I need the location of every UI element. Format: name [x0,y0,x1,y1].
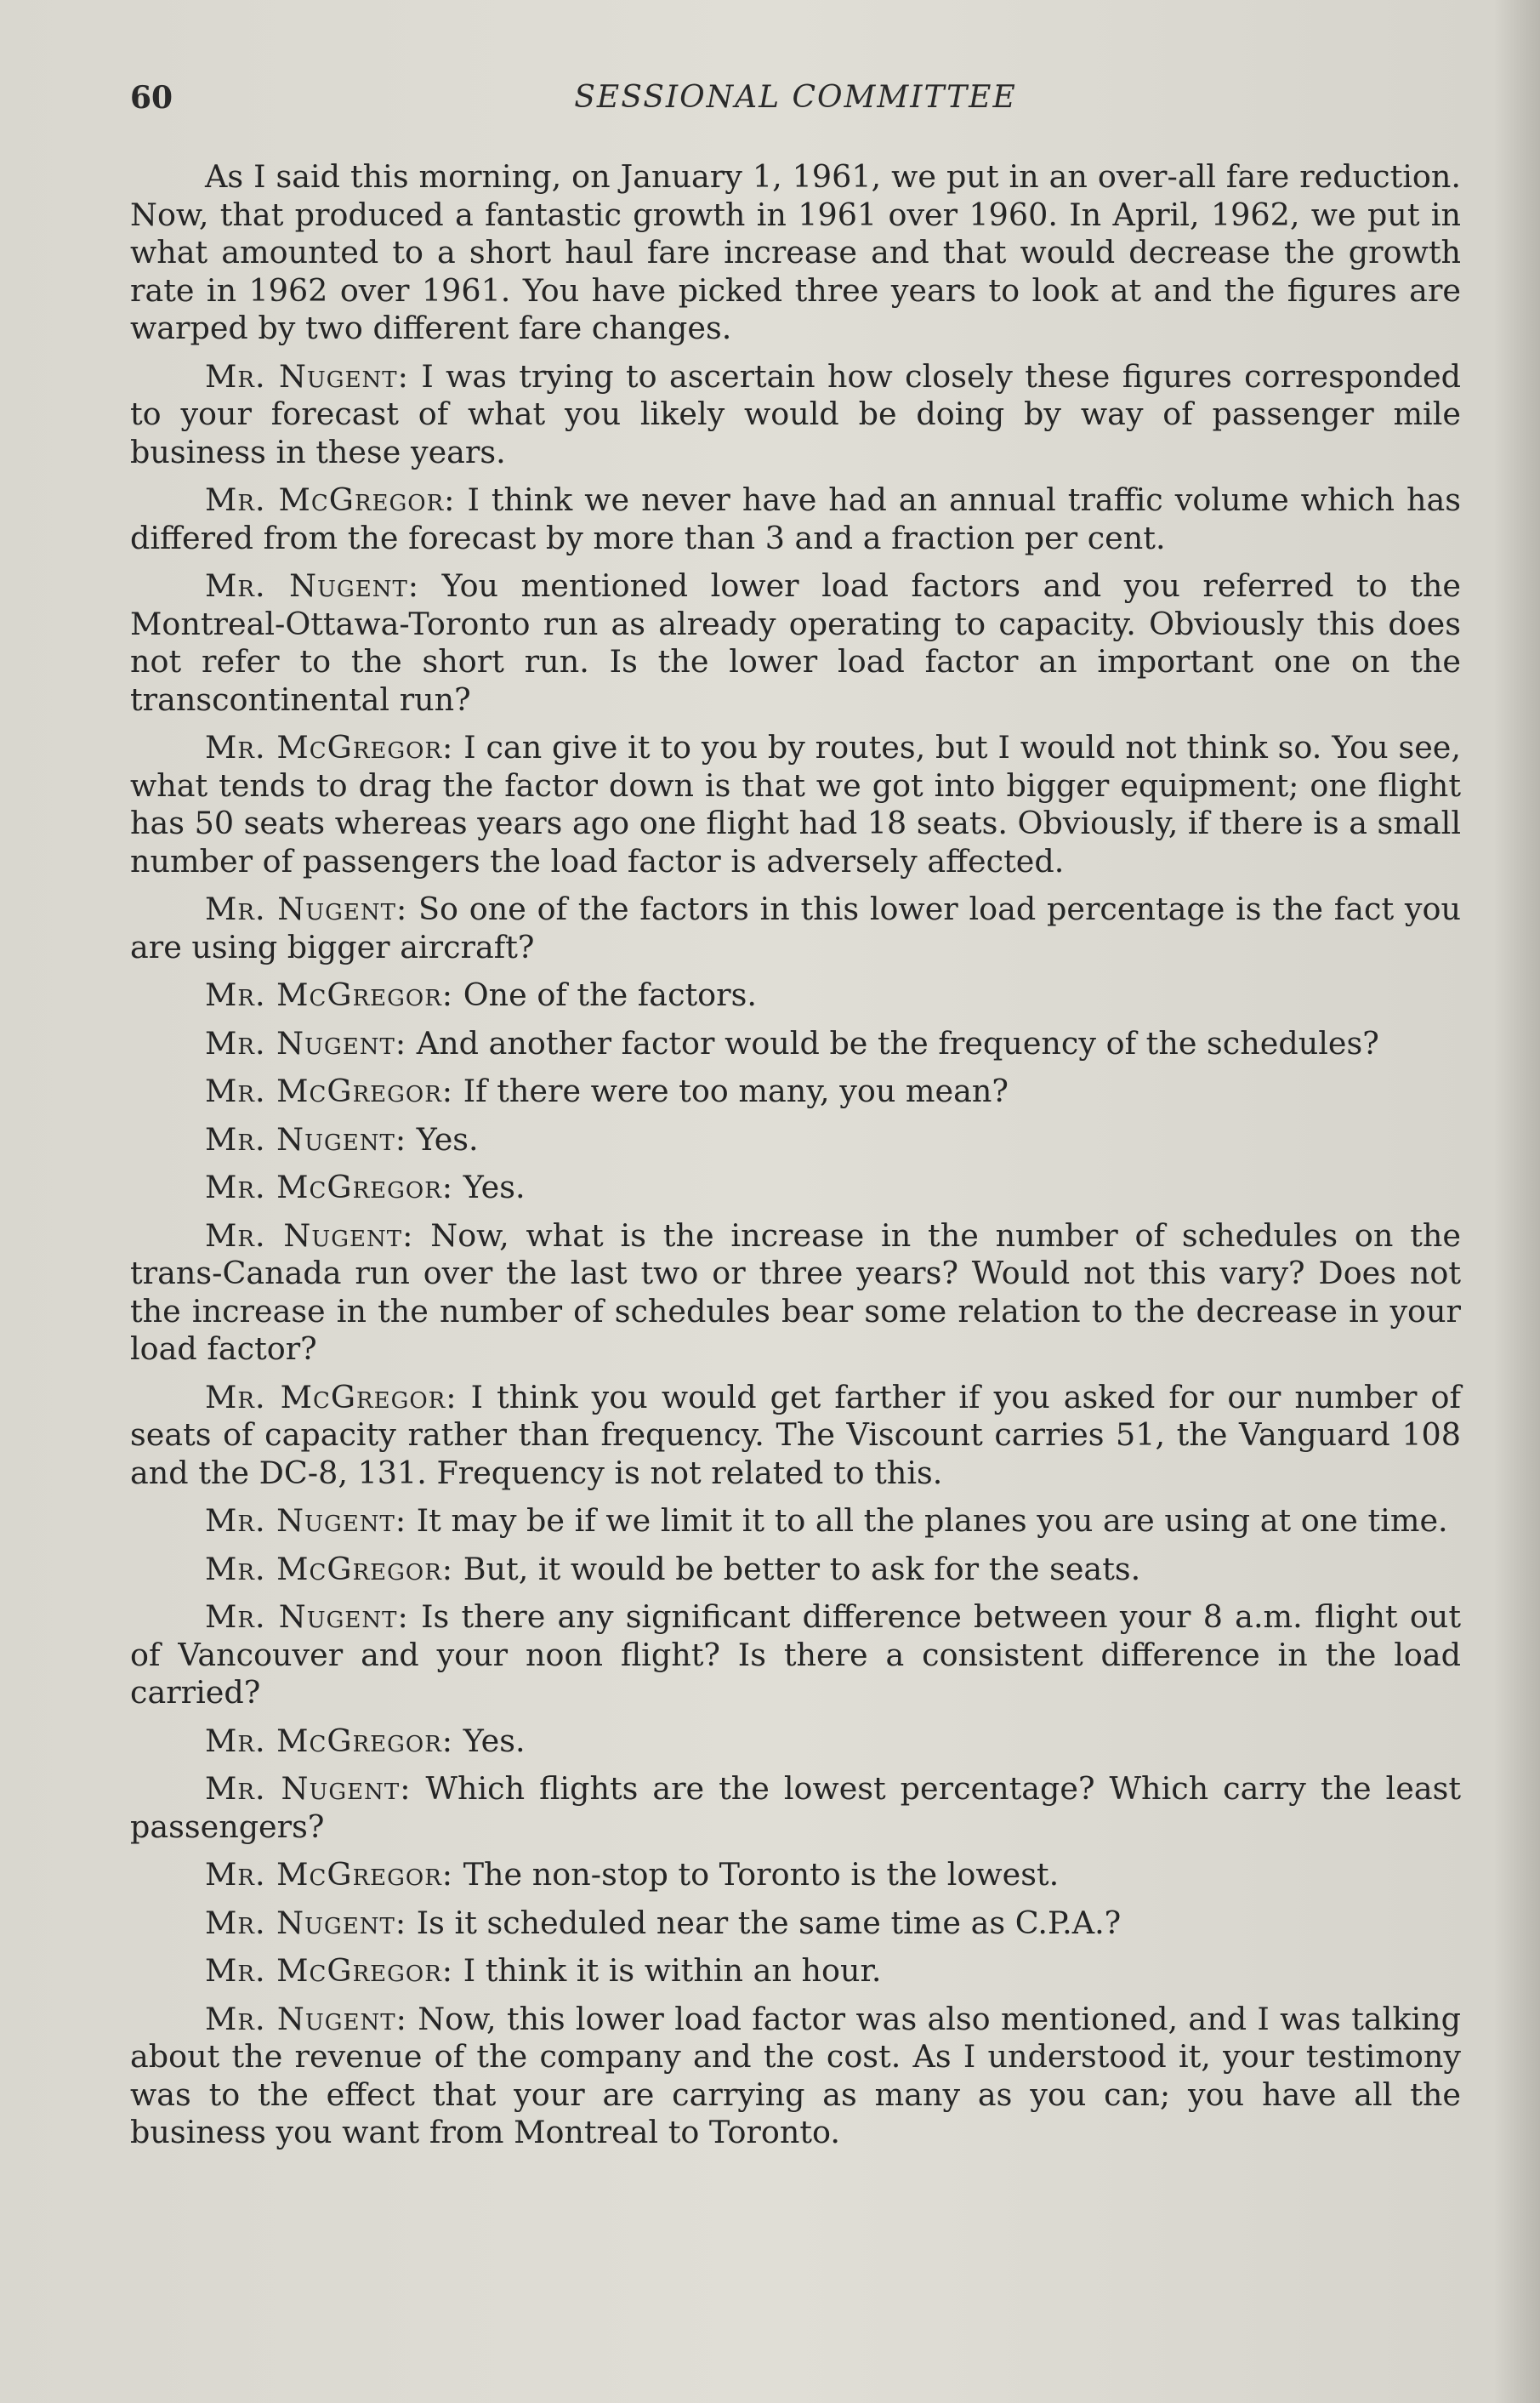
paragraph [130,1217,1461,1369]
paragraph-text: I think you would get farther if you asked for our number of seats of capacity rather than frequency. The Viscount carries 51, the Vanguard 108 and the DC-8, 131. Frequency is not related to this. [130,1378,1462,1491]
paragraph-text: As I said this morning, on January 1, 1961, we put in an over-all fare reduction. Now, that produced a fantastic growth in 1961 over 1960. In April, 1962, we put in what amounted to a short haul fare increase and that would decrease the growth rate in 1962 over 1961. You have picked three years to look at and the figures are warped by two different fare changes. [130,158,1461,346]
speaker-name: Mr. McGregor: [205,1550,454,1587]
paragraph-text: Which flights are the lowest percentage? Which carry the least passengers? [130,1770,1461,1845]
speaker-name: Mr. McGregor: [205,481,456,518]
page-number: 60 [130,80,173,116]
speaker-name: Mr. Nugent: [205,1904,407,1941]
paragraph [130,481,1461,557]
paragraph [130,1952,1461,1990]
paragraph-text: So one of the factors in this lower load percentage is the fact you are using bigger aircraft? [130,891,1461,965]
paragraph-text: I was trying to ascertain how closely these figures corresponded to your forecast of what you likely would be doing by way of passenger mile business in these years. [130,357,1461,470]
speaker-name: Mr. McGregor: [205,1722,454,1759]
paragraph [130,1905,1461,1943]
paragraph-text: Is it scheduled near the same time as C.P.A.? [416,1904,1122,1941]
paragraph [130,977,1461,1015]
speaker-name: Mr. McGregor: [205,1856,454,1893]
paragraph [130,1121,1461,1159]
paragraph [130,1723,1461,1761]
paragraph [130,158,1461,348]
paragraph-text: Yes. [463,1169,526,1205]
paragraph-text: You mentioned lower load factors and you referred to the Montreal-Ottawa-Toronto run as already operating to capacity. Obviously this does not refer to the short run. Is the lower load factor an important one on the transcontinental run? [130,567,1461,718]
paragraph-text: Yes. [463,1722,526,1759]
paragraph-text: But, it would be better to ask for the seats. [463,1550,1141,1587]
paragraph [130,567,1461,719]
paragraph-text: If there were too many, you mean? [463,1073,1009,1109]
speaker-name: Mr. Nugent: [205,1024,407,1062]
paragraph-text: It may be if we limit it to all the planes you are using at one time. [416,1502,1448,1539]
paragraph-text: Now, this lower load factor was also mentioned, and I was talking about the revenue of the company and the cost. As I understood it, your testimony was to the effect that your are carrying as many as you can; you have all the business you want from Montreal to Toronto. [130,2000,1461,2150]
page-header [130,80,1461,131]
paragraph-text: Yes. [416,1120,479,1158]
paragraph [130,1551,1461,1589]
paragraph-text: One of the factors. [463,977,757,1013]
paragraph [130,1025,1461,1063]
paragraph-text: And another factor would be the frequency of the schedules? [416,1024,1379,1062]
speaker-name: Mr. Nugent: [205,1120,407,1158]
paragraph-text: The non-stop to Toronto is the lowest. [463,1856,1060,1893]
paragraph [130,729,1461,880]
speaker-name: Mr. Nugent: [205,891,408,927]
paragraph [130,1379,1461,1493]
speaker-name: Mr. McGregor: [205,1169,454,1205]
paragraph [130,1073,1461,1111]
speaker-name: Mr. Nugent: [205,1216,414,1254]
transcript-body [130,158,1461,2162]
speaker-name: Mr. Nugent: [205,1598,409,1635]
speaker-name: Mr. Nugent: [205,2000,407,2037]
paragraph-text: Is there any significant difference between your 8 a.m. flight out of Vancouver and your noon flight? Is there a consistent difference in the load carried? [130,1598,1461,1711]
paragraph-text: I can give it to you by routes, but I would not think so. You see, what tends to drag the factor down is that we got into bigger equipment; one flight has 50 seats whereas years ago one flight had 18 seats. Obviously, if there is a small number of passengers the load factor is adversely affected. [130,729,1462,880]
paragraph [130,1856,1461,1894]
paragraph [130,2001,1461,2152]
paragraph-text: I think it is within an hour. [463,1952,882,1989]
paragraph [130,358,1461,472]
paragraph [130,1770,1461,1846]
speaker-name: Mr. Nugent: [205,357,409,395]
speaker-name: Mr. Nugent: [205,1770,412,1807]
speaker-name: Mr. Nugent: [205,1502,407,1539]
paragraph [130,1169,1461,1207]
speaker-name: Mr. McGregor: [205,1073,454,1109]
paragraph [130,891,1461,966]
speaker-name: Mr. McGregor: [205,1952,454,1989]
paragraph [130,1598,1461,1712]
speaker-name: Mr. McGregor: [205,729,454,766]
paragraph-text: I think we never have had an annual traffic volume which has differed from the forecast by more than 3 and a fraction per cent. [130,481,1461,556]
paragraph [130,1502,1461,1540]
speaker-name: Mr. Nugent: [205,567,420,604]
running-head: SESSIONAL COMMITTEE [574,80,1017,115]
speaker-name: Mr. McGregor: [205,1378,457,1415]
speaker-name: Mr. McGregor: [205,977,454,1013]
paragraph-text: Now, what is the increase in the number of schedules on the trans-Canada run over the last two or three years? Would not this vary? Does not the increase in the number of schedules bear some relation to the decrease in your load factor? [130,1216,1461,1367]
